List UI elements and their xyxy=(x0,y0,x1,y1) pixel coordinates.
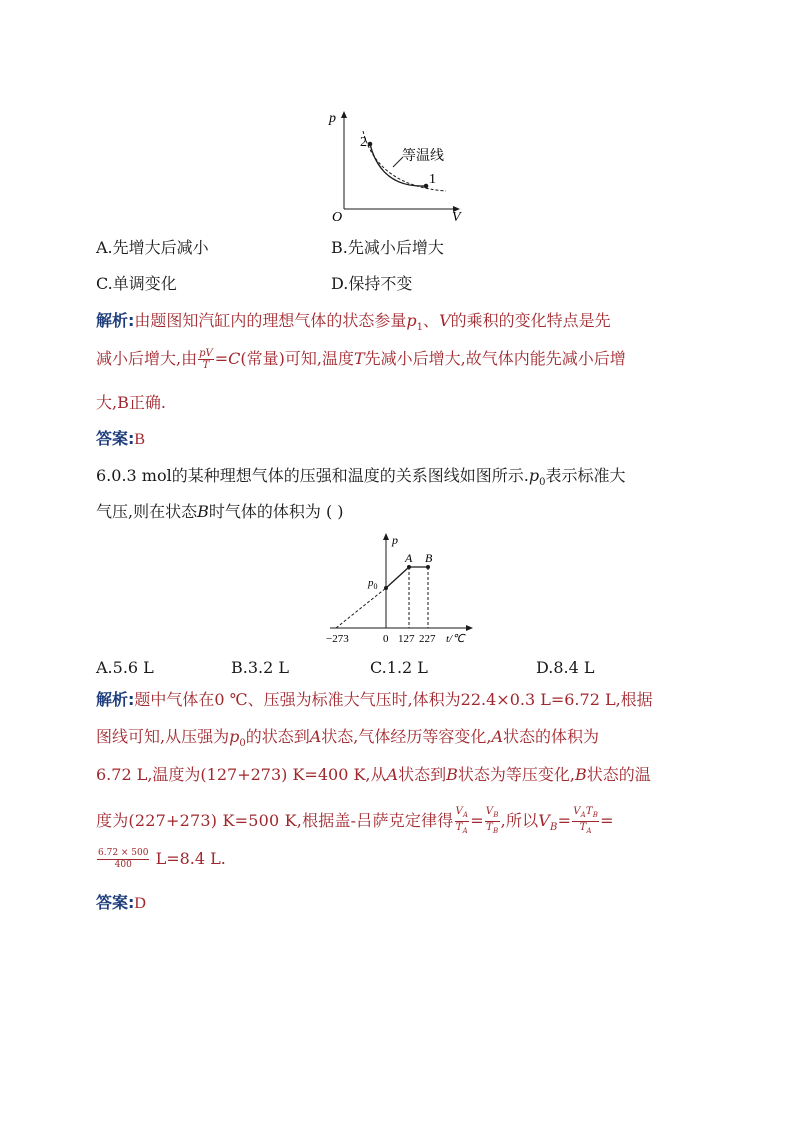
q6-answer-value: D xyxy=(134,895,146,912)
q6-analysis-line3 xyxy=(96,765,651,785)
q5-option-c: C.单调变化 xyxy=(96,274,177,293)
var-b: B xyxy=(197,502,209,521)
equals-sign: = xyxy=(600,811,614,830)
q6-analysis-text: 图线可知,从压强为 xyxy=(96,727,230,746)
fraction-va-over-ta xyxy=(455,806,470,837)
frac-den-letter: T xyxy=(579,822,587,833)
q5-analysis-text: = xyxy=(214,349,229,368)
var-t: T xyxy=(353,349,365,368)
point-p0 xyxy=(384,586,388,590)
q6-analysis-text: 度为(227+273) K=500 K,根据盖-吕萨克定律得 xyxy=(96,811,454,830)
q6-stem-line1 xyxy=(96,466,625,493)
frac-num-letter: V xyxy=(485,806,494,817)
q5-analysis-text: (常量)可知,温度 xyxy=(240,349,354,368)
q5-analysis-text: 的乘积的变化特点是先 xyxy=(450,311,611,330)
q5-analysis-text: 、 xyxy=(423,311,440,330)
q6-analysis-line2 xyxy=(96,727,599,754)
var-b: B xyxy=(574,765,587,784)
q6-answer-label: 答案: xyxy=(96,893,135,912)
frac-num-letter: V xyxy=(573,806,581,817)
frac-num-sub: B xyxy=(592,811,599,819)
q6-analysis-text: ,所以 xyxy=(500,811,539,830)
q6-option-d: D.8.4 L xyxy=(536,658,595,677)
var-p0-sub: 0 xyxy=(239,738,246,750)
q5-analysis-line2 xyxy=(96,348,626,371)
curve-label: 等温线 xyxy=(402,148,444,164)
fraction-denominator: T xyxy=(202,360,210,371)
q6-stem-text: 时气体的体积为 ( ) xyxy=(208,502,344,521)
tick-neg273: −273 xyxy=(326,633,349,645)
q5-analysis-text: 先减小后增大,故气体内能先减小后增 xyxy=(364,349,626,368)
frac-num-letter: T xyxy=(585,806,593,817)
point-2-label: 2 xyxy=(360,135,367,150)
var-vb: V xyxy=(538,811,551,830)
point-a xyxy=(407,565,411,569)
frac-den-sub: A xyxy=(462,827,468,835)
q5-analysis-text: 由题图知汽缸内的理想气体的状态参量 xyxy=(134,311,407,330)
point-a-label: A xyxy=(405,551,413,565)
var-p1: p xyxy=(406,311,417,330)
q6-answer-line xyxy=(96,893,146,914)
q6-analysis-text: 题中气体在0 ℃、压强为标准大气压时,体积为22.4×0.3 L=6.72 L,根据 xyxy=(134,690,653,709)
q5-analysis-line3 xyxy=(96,393,166,413)
q6-analysis-label: 解析: xyxy=(96,690,135,709)
var-p0-sub: 0 xyxy=(539,477,546,489)
frac-num-sub: A xyxy=(580,811,586,819)
p0-subscript: 0 xyxy=(373,582,378,591)
point-b-label: B xyxy=(425,551,433,565)
q6-analysis-text: 的状态到 xyxy=(245,727,310,746)
origin-label: O xyxy=(332,210,343,225)
q5-answer-label: 答案: xyxy=(96,429,135,448)
var-a: A xyxy=(491,727,504,746)
q6-analysis-line5 xyxy=(96,848,226,871)
q5-analysis-line1 xyxy=(96,311,611,338)
fraction-numerator: pV xyxy=(199,348,213,359)
frac-den-sub: A xyxy=(586,827,592,835)
tick-127: 127 xyxy=(398,633,415,645)
q6-option-b: B.3.2 L xyxy=(231,658,289,677)
point-1-label: 1 xyxy=(429,172,436,187)
frac-den-letter: T xyxy=(455,822,463,833)
q6-analysis-text: 状态,气体经历等容变化, xyxy=(321,727,492,746)
q6-analysis-line4 xyxy=(96,806,614,838)
q6-analysis-text: L=8.4 L. xyxy=(150,849,226,868)
y-axis-label: p xyxy=(329,111,336,126)
var-a: A xyxy=(386,765,399,784)
fraction-denominator: 400 xyxy=(114,860,132,870)
x-axis-label: t/℃ xyxy=(446,633,465,645)
q6-option-c: C.1.2 L xyxy=(370,658,428,677)
q5-analysis-label: 解析: xyxy=(96,311,135,330)
extrapolation-dashed xyxy=(336,588,386,628)
q6-stem-line2 xyxy=(96,502,344,522)
var-c: C xyxy=(228,349,241,368)
pv-isotherm-figure xyxy=(325,108,475,226)
q5-analysis-text: 大,B正确. xyxy=(96,393,166,412)
fraction-numerator: 6.72 × 500 xyxy=(98,848,149,858)
point-1 xyxy=(424,184,429,189)
var-v: V xyxy=(439,311,451,330)
frac-num-sub: B xyxy=(493,811,499,819)
q6-analysis-line1 xyxy=(96,690,653,710)
q6-option-a: A.5.6 L xyxy=(96,658,154,677)
q6-analysis-text: 状态的体积为 xyxy=(503,727,600,746)
fraction-numeric xyxy=(97,848,149,871)
p0-label xyxy=(367,577,378,591)
pt-graph-figure xyxy=(322,532,482,650)
q6-stem-text: 6.0.3 mol的某种理想气体的压强和温度的关系图线如图所示. xyxy=(96,466,529,485)
equals-sign: = xyxy=(557,811,572,830)
q6-analysis-text: 状态到 xyxy=(398,765,447,784)
q5-analysis-text: 减小后增大,由 xyxy=(96,349,198,368)
var-p0: p xyxy=(528,466,540,485)
var-vb-sub: B xyxy=(550,822,558,834)
y-axis-label: p xyxy=(392,533,398,547)
frac-num-letter: V xyxy=(455,806,463,817)
equals-sign: = xyxy=(470,811,484,830)
q6-analysis-text: 状态的温 xyxy=(586,765,651,784)
frac-num-sub: A xyxy=(462,811,469,819)
fraction-pv-over-t xyxy=(198,348,214,371)
q6-stem-text: 表示标准大 xyxy=(545,466,626,485)
frac-den-sub: B xyxy=(492,827,499,835)
tick-227: 227 xyxy=(419,633,436,645)
tick-0: 0 xyxy=(383,633,389,645)
var-p1-sub: 1 xyxy=(416,322,424,334)
q6-analysis-text: 6.72 L,温度为(127+273) K=400 K,从 xyxy=(96,765,387,784)
var-a: A xyxy=(309,727,322,746)
q5-answer-line xyxy=(96,429,145,450)
point-2 xyxy=(368,142,373,147)
x-axis-label: V xyxy=(452,210,461,225)
fraction-vatb-over-ta xyxy=(572,806,599,837)
var-b: B xyxy=(446,765,458,784)
q6-stem-text: 气压,则在状态 xyxy=(96,502,198,521)
fraction-vb-over-tb xyxy=(485,806,500,837)
p0-letter: p xyxy=(368,577,374,589)
q5-option-d: D.保持不变 xyxy=(331,274,413,293)
isochoric-line xyxy=(386,567,409,588)
q5-option-a: A.先增大后减小 xyxy=(96,238,209,257)
q5-answer-value: B xyxy=(134,431,146,448)
q5-option-b: B.先减小后增大 xyxy=(331,238,444,257)
q6-analysis-text: 状态为等压变化, xyxy=(457,765,575,784)
var-p0: p xyxy=(229,727,240,746)
frac-den-letter: T xyxy=(486,822,493,833)
point-b xyxy=(426,565,430,569)
